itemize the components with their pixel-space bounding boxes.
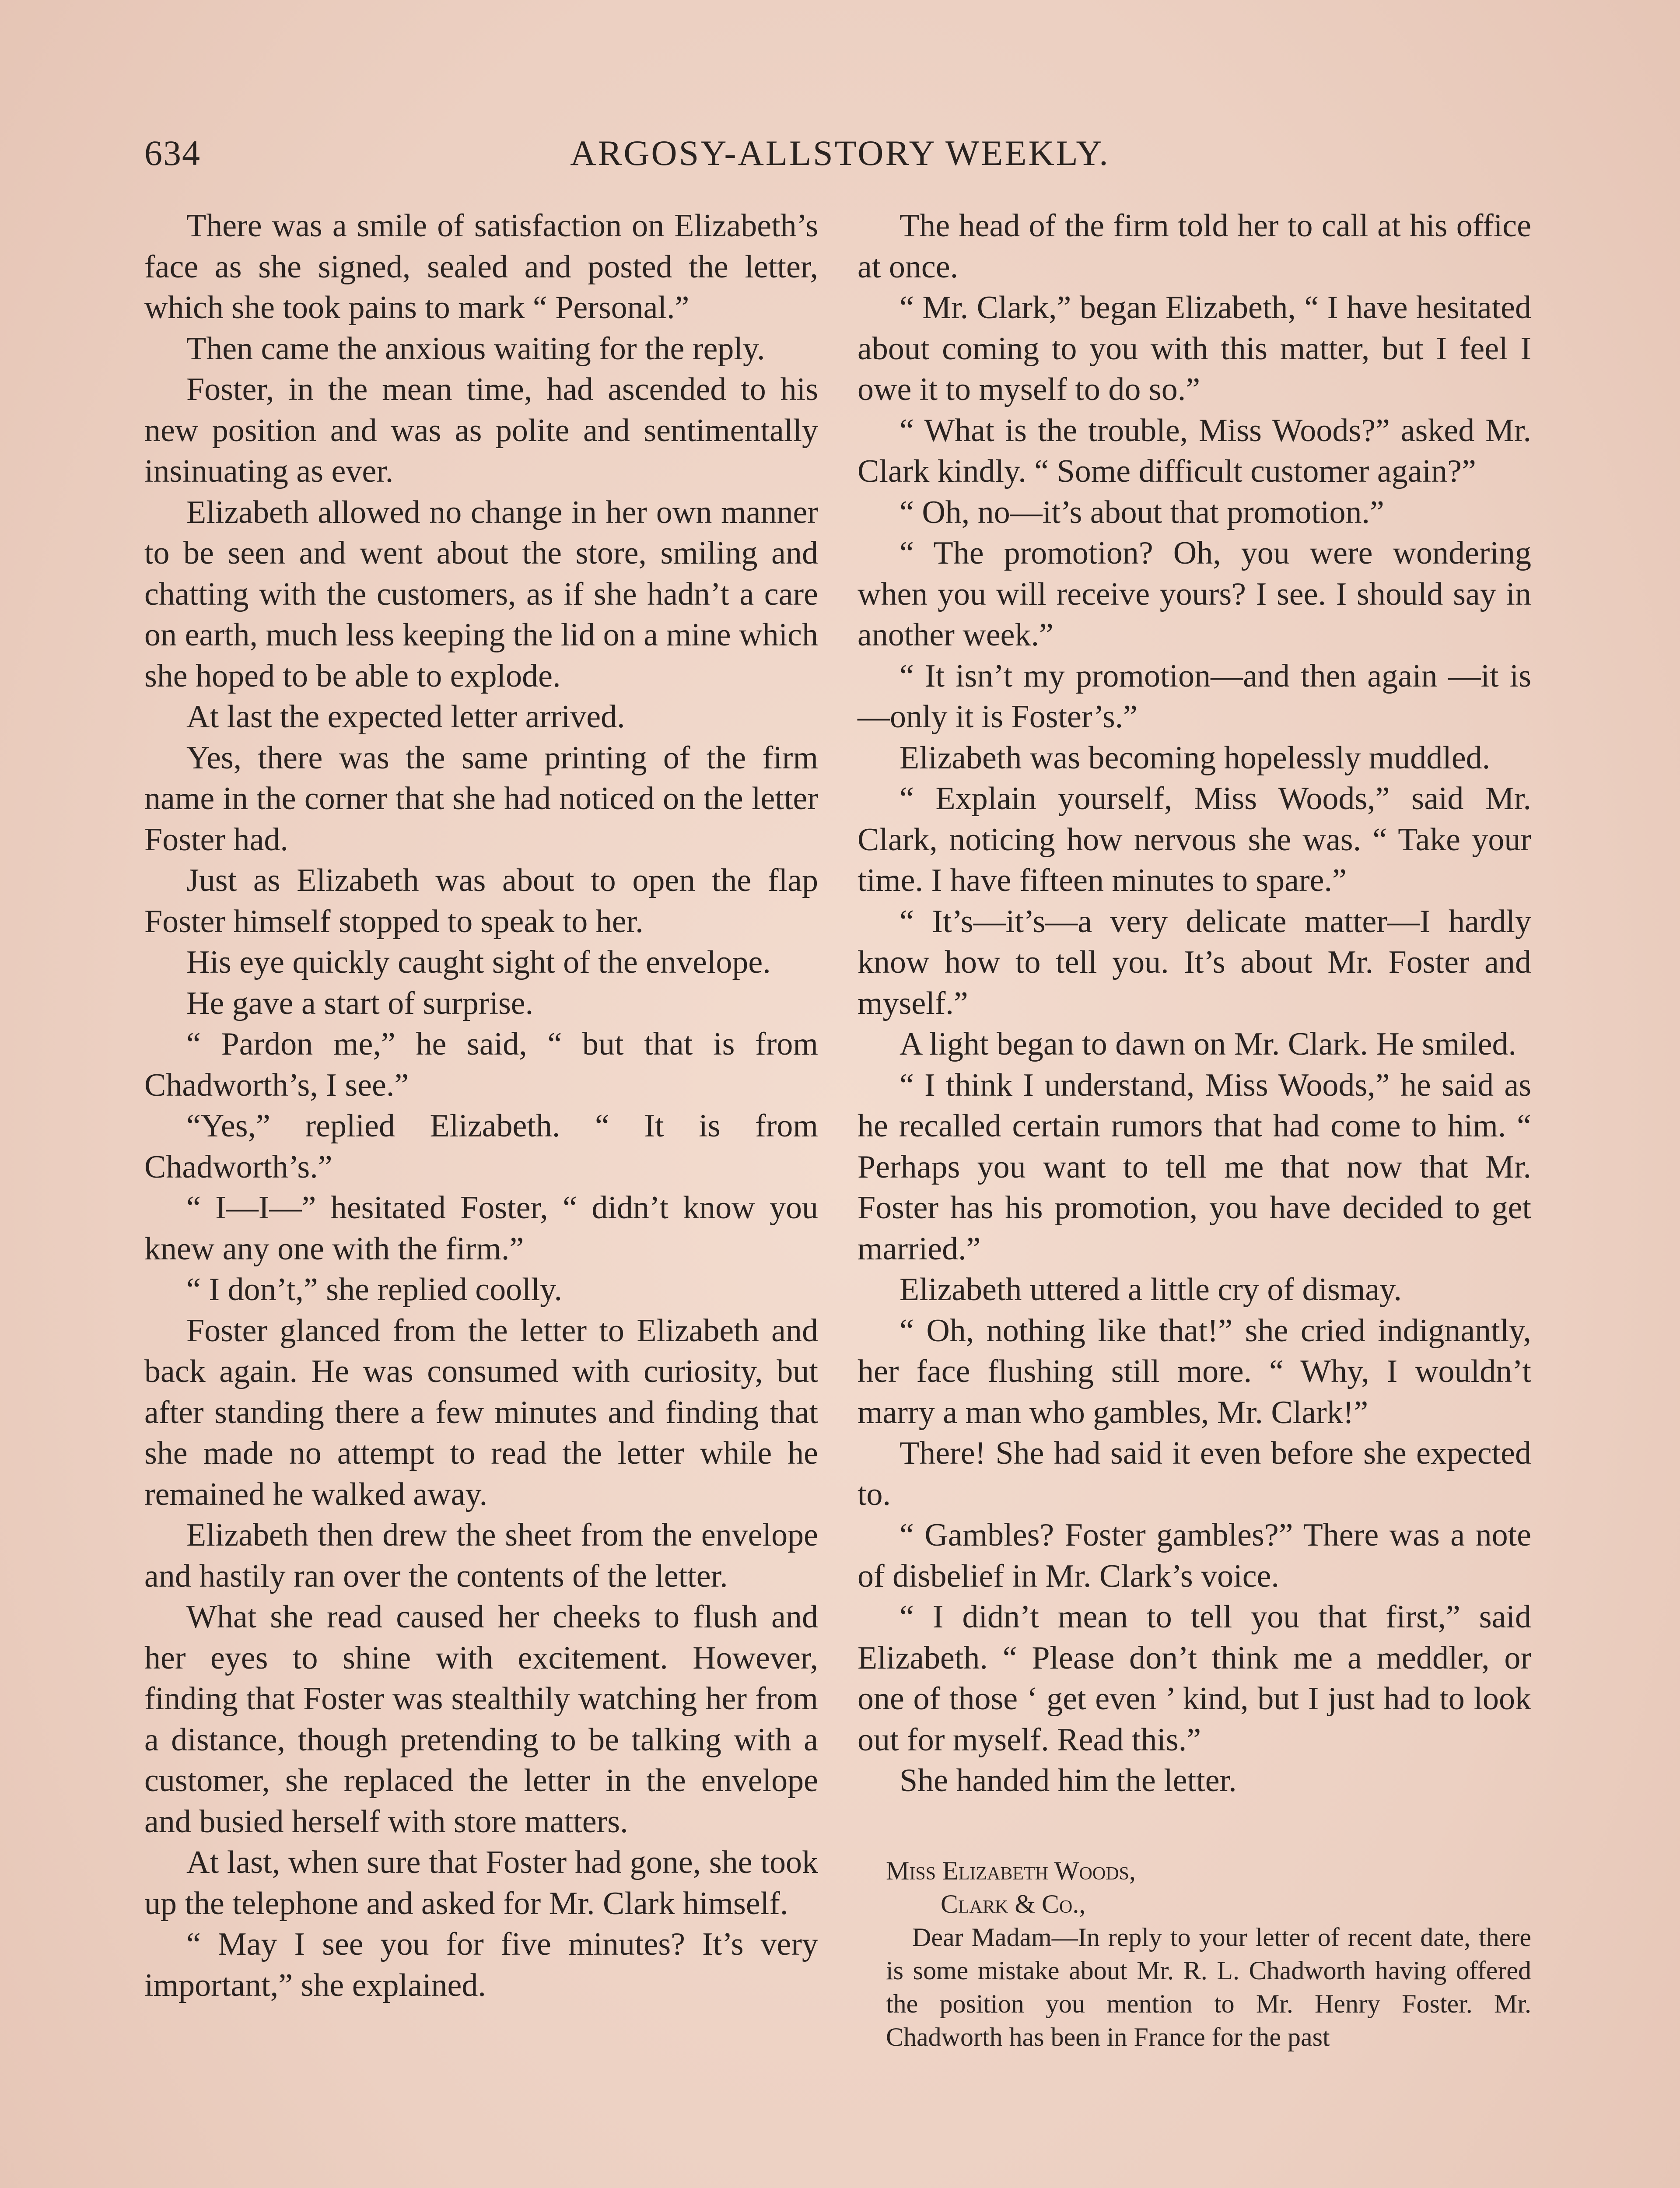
quoted-letter [858, 1854, 1531, 2054]
paragraph: Elizabeth was becoming hopelessly muddled. [900, 740, 1491, 776]
page-number: 634 [144, 133, 201, 173]
paragraph: There! She had said it even before she expected to. [858, 1435, 1531, 1512]
paragraph: “ Gambles? Foster gambles?” There was a note of disbelief in Mr. Clark’s voice. [858, 1517, 1531, 1594]
letter-paragraph: Dear Madam—In reply to your letter of recent date, there is some mistake about Mr. R. L. Chadworth having offered the position you mention to Mr. Henry Foster. Mr. Chadworth has been in France for the past [886, 1922, 1531, 2051]
paragraph: “Yes,” replied Elizabeth. “ It is from Chadworth’s.” [144, 1108, 818, 1185]
paragraph: “ I—I—” hesitated Foster, “ didn’t know you knew any one with the firm.” [144, 1190, 818, 1267]
paragraph: Yes, there was the same printing of the firm name in the corner that she had noticed on the letter Foster had. [144, 740, 818, 858]
letter-addressee-name: Miss Elizabeth Woods, [886, 1856, 1136, 1885]
paragraph: “ I think I understand, Miss Woods,” he said as he recalled certain rumors that had come to him. “ Perhaps you want to tell me that now that Mr. Foster has his promotion, you have decided to get married.” [858, 1067, 1531, 1267]
paragraph: “ Pardon me,” he said, “ but that is from Chadworth’s, I see.” [144, 1026, 818, 1103]
page-header [144, 127, 1536, 179]
paragraph: His eye quickly caught sight of the envelope. [186, 944, 771, 980]
paragraph: A light began to dawn on Mr. Clark. He smiled. [900, 1026, 1516, 1062]
paragraph: “ I don’t,” she replied coolly. [186, 1272, 562, 1308]
paragraph: “ It’s—it’s—a very delicate matter—I hardly know how to tell you. It’s about Mr. Foster and myself.” [858, 903, 1531, 1021]
paragraph: Elizabeth allowed no change in her own manner to be seen and went about the store, smiling and chatting with the customers, as if she hadn’t a care on earth, much less keeping the lid on a mine which she hoped to be able to explode. [144, 494, 818, 694]
paragraph: Foster glanced from the letter to Elizabeth and back again. He was consumed with curiosity, but after standing there a few minutes and finding that she made no attempt to read the letter while he remained he walked away. [144, 1312, 818, 1512]
paragraph: “ It isn’t my promotion—and then again —it is—only it is Foster’s.” [858, 658, 1531, 735]
letter-addressee-company: Clark & Co., [941, 1889, 1086, 1918]
paragraph: Elizabeth uttered a little cry of dismay. [900, 1272, 1402, 1308]
paragraph: She handed him the letter. [900, 1763, 1237, 1799]
right-column [858, 206, 1531, 2054]
paragraph: There was a smile of satisfaction on Elizabeth’s face as she signed, sealed and posted the letter, which she took pains to mark “ Personal.” [144, 208, 818, 326]
left-column [144, 206, 818, 2006]
paragraph: Elizabeth then drew the sheet from the envelope and hastily ran over the contents of the letter. [144, 1517, 818, 1594]
running-title: ARGOSY-ALLSTORY WEEKLY. [570, 133, 1110, 173]
paragraph: Just as Elizabeth was about to open the flap Foster himself stopped to speak to her. [144, 863, 818, 940]
paragraph: At last the expected letter arrived. [186, 699, 625, 735]
letter-body [886, 1921, 1531, 2054]
paragraph: “ What is the trouble, Miss Woods?” asked Mr. Clark kindly. “ Some difficult customer again?” [858, 412, 1531, 489]
paragraph: Foster, in the mean time, had ascended to his new position and was as polite and sentimentally insinuating as ever. [144, 372, 818, 489]
paragraph: “ Explain yourself, Miss Woods,” said Mr. Clark, noticing how nervous she was. “ Take your time. I have fifteen minutes to spare.” [858, 781, 1531, 898]
paragraph: “ The promotion? Oh, you were wondering when you will receive yours? I see. I should say in another week.” [858, 535, 1531, 653]
paragraph: At last, when sure that Foster had gone, she took up the telephone and asked for Mr. Clark himself. [144, 1844, 818, 1922]
paragraph: What she read caused her cheeks to flush and her eyes to shine with excitement. However, finding that Foster was stealthily watching her from a distance, though pretending to be talking with a customer, she replaced the letter in the envelope and busied herself with store matters. [144, 1599, 818, 1840]
paragraph: “ Mr. Clark,” began Elizabeth, “ I have hesitated about coming to you with this matter, but I feel I owe it to myself to do so.” [858, 290, 1531, 407]
paragraph: “ I didn’t mean to tell you that first,” said Elizabeth. “ Please don’t think me a meddler, or one of those ‘ get even ’ kind, but I just had to look out for myself. Read this.” [858, 1599, 1531, 1758]
paragraph: “ Oh, no—it’s about that promotion.” [900, 494, 1384, 530]
paragraph: “ May I see you for five minutes? It’s very important,” she explained. [144, 1926, 818, 2003]
paragraph: Then came the anxious waiting for the reply. [186, 330, 765, 367]
paragraph: The head of the firm told her to call at his office at once. [858, 208, 1531, 285]
paragraph: He gave a start of surprise. [186, 985, 534, 1021]
paragraph: “ Oh, nothing like that!” she cried indignantly, her face flushing still more. “ Why, I wouldn’t marry a man who gambles, Mr. Clark!” [858, 1312, 1531, 1431]
